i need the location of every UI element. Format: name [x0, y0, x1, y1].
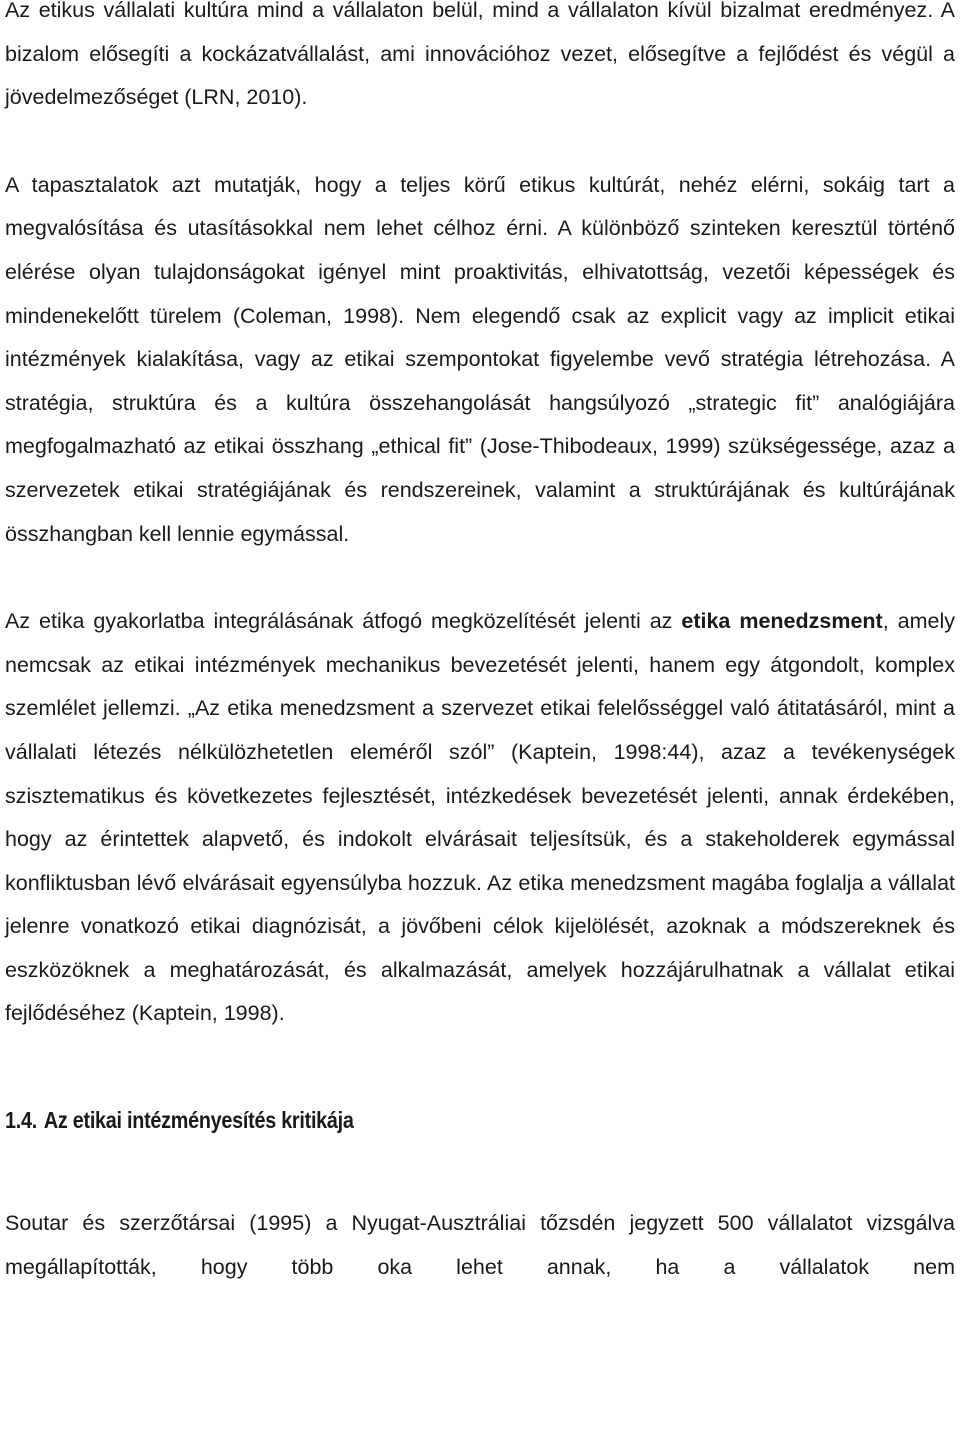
ethics-management-text-after: , amely nemcsak az etikai intézmények mechanikus bevezetését jelenti, hanem egy átgondolt, komplex szemlélet jellemzi. „Az etika menedzsment a szervezet etikai felelősséggel való átitatásáról, mint a vállalati létezés nélkülözhetetlen eleméről szól” (Kaptein, 1998:44), azaz a tevékenységek szisztematikus és következetes fejlesztését, intézkedések bevezetését jelenti, annak érdekében, hogy az érintettek alapvető, és indokolt elvárásait teljesítsük, és a stakeholderek egymással konfliktusban lévő elvárásait egyensúlyba hozzuk. Az etika menedzsment magába foglalja a vállalat jelenre vonatkozó etikai diagnózisát, a jövőbeni célok kijelölését, azoknak a módszereknek és eszközöknek a meghatározását, és alkalmazását, amelyek hozzájárulhatnak a vállalat etikai fejlődéséhez (Kaptein, 1998). — [5, 609, 955, 1026]
section-title: Az etikai intézményesítés kritikája — [43, 1107, 354, 1134]
section-number: 1.4. — [5, 1107, 37, 1134]
paragraph-ethical-fit: A tapasztalatok azt mutatják, hogy a teljes körű etikus kultúrát, nehéz elérni, sokáig tart a megvalósítása és utasításokkal nem lehet célhoz érni. A különböző szinteken keresztül történő elérése olyan tulajdonságokat igényel mint proaktivitás, elhivatottság, vezetői képességek és mindenekelőtt türelem (Coleman, 1998). Nem elegendő csak az explicit vagy az implicit etikai intézmények kialakítása, vagy az etikai szempontokat figyelembe vevő stratégia létrehozása. A stratégia, struktúra és a kultúra összehangolását hangsúlyozó „strategic fit” analógiájára megfogalmazható az etikai összhang „ethical fit” (Jose-Thibodeaux, 1999) szükségessége, azaz a szervezetek etikai stratégiájának és rendszereinek, valamint a struktúrájának és kultúrájának összhangban kell lennie egymással. — [5, 172, 955, 546]
paragraph-soutar-study: Soutar és szerzőtársai (1995) a Nyugat-Ausztráliai tőzsdén jegyzett 500 vállalatot vizsgálva megállapították, hogy több oka lehet annak, ha a vállalatok nem — [5, 1211, 955, 1279]
paragraph-trust-culture: Az etikus vállalati kultúra mind a vállalaton belül, mind a vállalaton kívül bizalmat eredményez. A bizalom elősegíti a kockázatvállalást, ami innovációhoz vezet, elősegítve a fejlődést és végül a jövedelmezőséget (LRN, 2010). — [5, 0, 955, 110]
document-page — [5, 0, 955, 1289]
paragraph-ethics-management — [5, 600, 955, 1036]
section-heading — [5, 1100, 822, 1140]
ethics-management-text-before: Az etika gyakorlatba integrálásának átfogó megközelítését jelenti az — [5, 609, 682, 634]
ethics-management-term: etika menedzsment — [681, 609, 883, 634]
